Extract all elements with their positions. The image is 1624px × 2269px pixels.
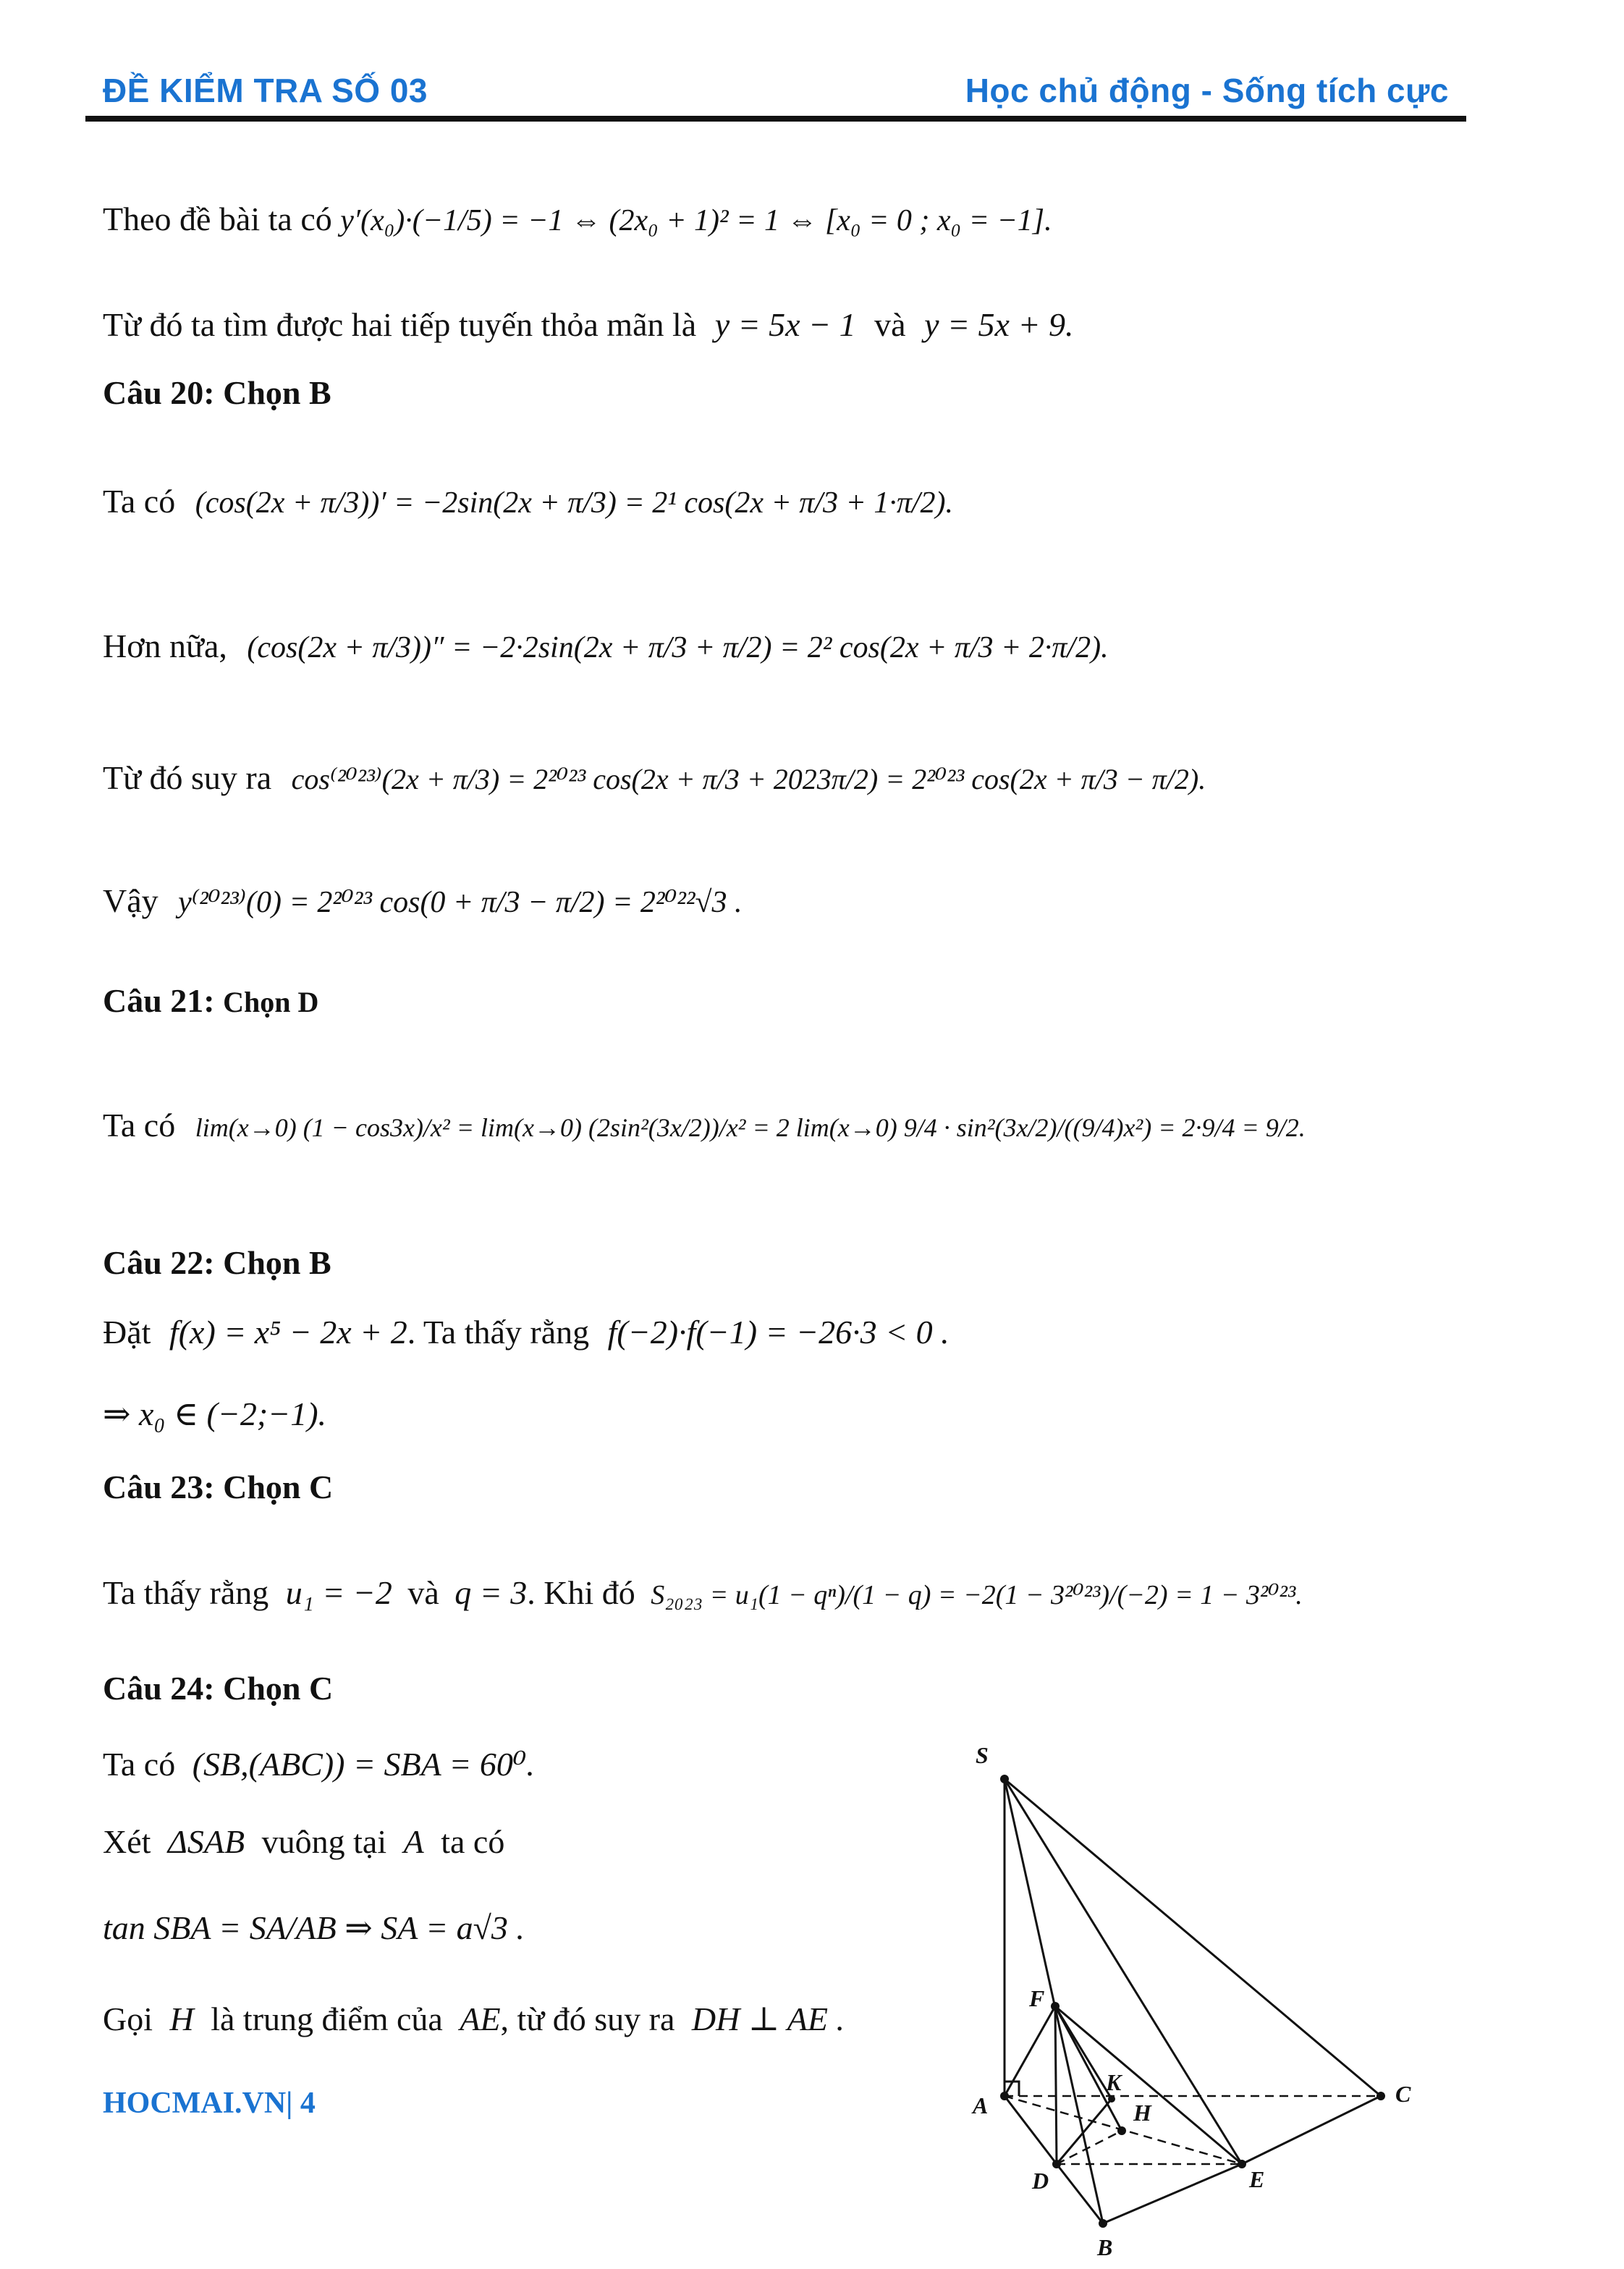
line-4 — [103, 627, 1109, 665]
line-10-mid: . Khi đó — [527, 1574, 635, 1611]
label-A: A — [973, 2092, 989, 2118]
line-2-prefix: Từ đó ta tìm được hai tiếp tuyến thỏa mãn là — [103, 306, 697, 343]
edge-FD — [1055, 2006, 1057, 2164]
question-21-heading — [103, 981, 318, 1020]
line-7-prefix: Ta có — [103, 1107, 176, 1144]
edge-FK — [1055, 2006, 1112, 2099]
edge-EC — [1242, 2096, 1381, 2164]
edge-SB — [1005, 1779, 1103, 2223]
line-14-mid2: , từ đó suy ra — [500, 2000, 675, 2037]
line-3-prefix: Ta có — [103, 483, 176, 520]
point-K — [1108, 2095, 1115, 2103]
line-12-suffix: ta có — [441, 1823, 505, 1860]
line-14-eq1: H — [169, 2000, 194, 2037]
line-8-mid: . Ta thấy rằng — [407, 1314, 590, 1351]
pyramid-figure — [941, 1723, 1462, 2269]
line-8 — [103, 1313, 950, 1351]
line-14 — [103, 1999, 845, 2038]
line-4-equation: (cos(2x + π/3))″ = −2·2sin(2x + π/3 + π/2) = 2² cos(2x + π/3 + 2·π/2). — [247, 631, 1109, 664]
point-B — [1099, 2219, 1107, 2228]
line-12-eq2: A — [403, 1823, 424, 1860]
line-14-mid1: là trung điểm của — [211, 2000, 443, 2037]
point-A — [1000, 2092, 1009, 2100]
line-14-eq3: DH ⊥ AE . — [691, 2000, 845, 2037]
line-6 — [103, 882, 743, 920]
question-20-heading — [103, 373, 331, 412]
label-S: S — [976, 1742, 989, 1768]
line-1-equation: y′(x₀)·(−1/5) = −1 ⇔ (2x₀ + 1)² = 1 ⇔ [x₀ = 0 ; x₀ = −1]. — [340, 204, 1052, 237]
line-4-prefix: Hơn nữa, — [103, 628, 227, 664]
line-9 — [103, 1394, 326, 1433]
question-20-label: Câu 20: — [103, 374, 215, 411]
line-5-prefix: Từ đó suy ra — [103, 759, 272, 796]
line-7 — [103, 1106, 1306, 1144]
line-9-equation: ⇒ x₀ ∈ (−2;−1). — [103, 1395, 327, 1432]
line-10-eq2: q = 3 — [454, 1574, 528, 1611]
point-C — [1376, 2092, 1385, 2100]
line-10-and: và — [407, 1574, 439, 1611]
line-12 — [103, 1822, 504, 1861]
label-F: F — [1029, 1985, 1045, 2011]
line-2-eq2: y = 5x + 9. — [924, 306, 1074, 343]
line-11-prefix: Ta có — [103, 1746, 176, 1783]
label-C: C — [1395, 2081, 1411, 2107]
question-22-answer: Chọn B — [223, 1244, 331, 1281]
label-H: H — [1133, 2100, 1151, 2126]
question-22-heading — [103, 1243, 331, 1282]
line-10 — [103, 1573, 1303, 1612]
line-1 — [103, 200, 1052, 238]
line-12-prefix: Xét — [103, 1823, 151, 1860]
edge-AD — [1005, 2096, 1057, 2164]
line-6-equation: y⁽²⁰²³⁾(0) = 2²⁰²³ cos(0 + π/3 − π/2) = 2²⁰²²√3 . — [178, 886, 743, 919]
header-divider — [85, 116, 1466, 122]
line-10-eq3: S₂₀₂₃ = u₁(1 − qⁿ)/(1 − q) = −2(1 − 3²⁰²³)/(−2) = 1 − 3²⁰²³. — [651, 1580, 1303, 1610]
point-D — [1052, 2160, 1061, 2168]
line-8-eq1: f(x) = x⁵ − 2x + 2 — [169, 1314, 407, 1351]
point-F — [1051, 2002, 1060, 2011]
question-23-label: Câu 23: — [103, 1469, 215, 1505]
question-24-answer: Chọn C — [223, 1670, 334, 1707]
footer-page-number: HOCMAI.VN| 4 — [103, 2087, 316, 2120]
line-10-eq1: u₁ = −2 — [285, 1574, 392, 1611]
label-K: K — [1106, 2069, 1122, 2095]
edge-FH — [1055, 2006, 1122, 2131]
line-2 — [103, 305, 1073, 344]
line-11 — [103, 1744, 535, 1783]
question-24-heading — [103, 1669, 333, 1707]
point-E — [1238, 2160, 1246, 2168]
line-5 — [103, 759, 1206, 797]
line-13-equation: tan SBA = SA/AB ⇒ SA = a√3 . — [103, 1909, 525, 1946]
line-8-eq2: f(−2)·f(−1) = −26·3 < 0 . — [607, 1314, 950, 1351]
edge-FE — [1055, 2006, 1242, 2164]
line-5-equation: cos⁽²⁰²³⁾(2x + π/3) = 2²⁰²³ cos(2x + π/3 + 2023π/2) = 2²⁰²³ cos(2x + π/3 − π/2). — [291, 763, 1206, 795]
question-21-label: Câu 21: — [103, 982, 215, 1019]
edge-DK — [1057, 2099, 1112, 2164]
line-14-eq2: AE — [460, 2000, 501, 2037]
header-slogan: Học chủ động - Sống tích cực — [965, 72, 1449, 109]
line-13 — [103, 1908, 525, 1947]
line-12-mid: vuông tại — [261, 1823, 387, 1860]
line-8-prefix: Đặt — [103, 1314, 151, 1351]
line-12-eq1: ΔSAB — [167, 1823, 245, 1860]
line-3-equation: (cos(2x + π/3))′ = −2sin(2x + π/3) = 2¹ cos(2x + π/3 + 1·π/2). — [195, 486, 954, 520]
line-2-eq1: y = 5x − 1 — [714, 306, 856, 343]
line-11-equation: (SB,(ABC)) = SBA = 60⁰. — [192, 1746, 535, 1783]
line-2-and: và — [874, 306, 906, 343]
question-23-heading — [103, 1468, 333, 1506]
line-6-prefix: Vậy — [103, 882, 158, 919]
edge-SC — [1005, 1779, 1381, 2096]
line-10-prefix: Ta thấy rằng — [103, 1574, 269, 1611]
question-21-answer: Chọn D — [223, 986, 319, 1018]
label-D: D — [1032, 2168, 1049, 2194]
line-14-prefix: Gọi — [103, 2000, 153, 2037]
label-B: B — [1097, 2234, 1113, 2260]
point-S — [1000, 1775, 1009, 1783]
question-22-label: Câu 22: — [103, 1244, 215, 1281]
label-E: E — [1249, 2166, 1265, 2192]
line-7-equation: lim(x→0) (1 − cos3x)/x² = lim(x→0) (2sin²(3x/2))/x² = 2 lim(x→0) 9/4 · sin²(3x/2)/((9/4)x²) = 2·9/4 = 9/2. — [195, 1113, 1306, 1142]
header-title: ĐỀ KIỂM TRA SỐ 03 — [103, 72, 428, 109]
edge-BE — [1103, 2164, 1242, 2223]
question-24-label: Câu 24: — [103, 1670, 215, 1707]
question-20-answer: Chọn B — [223, 374, 331, 411]
question-23-answer: Chọn C — [223, 1469, 334, 1505]
line-3 — [103, 482, 953, 520]
point-H — [1117, 2126, 1126, 2135]
line-1-prefix: Theo đề bài ta có — [103, 200, 332, 237]
